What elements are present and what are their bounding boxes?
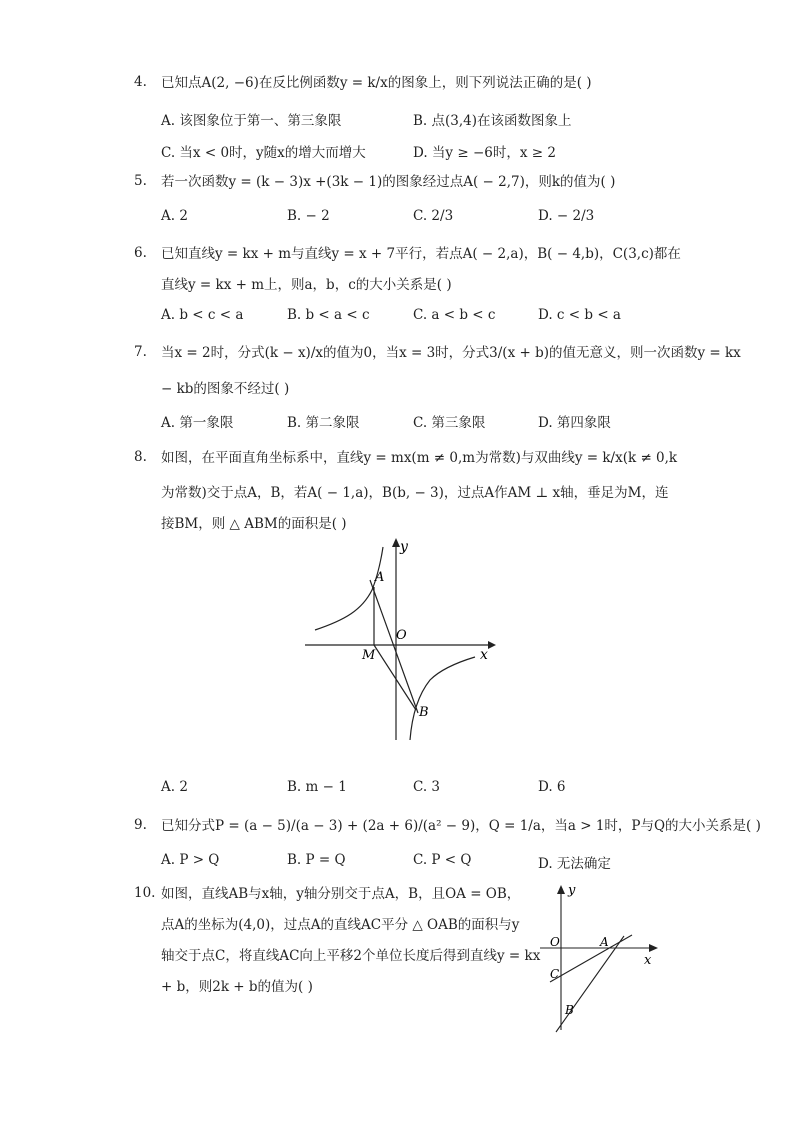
option-d: D. 6 [538,779,566,795]
option-d: D. 第四象限 [538,415,611,431]
option-b: B. m − 1 [287,779,347,795]
question-number: 4. [134,74,147,90]
option-c: C. 当x < 0时，y随x的增大而增大 [161,145,366,161]
label-x: x [644,953,652,968]
option-c: C. P < Q [413,852,472,868]
option-a: A. 该图象位于第一、第三象限 [161,113,342,129]
question-stem: 已知分式P = (a − 5)/(a − 3) + (2a + 6)/(a² − 9)，Q = 1/a，当a > 1时，P与Q的大小关系是( ) [161,818,761,834]
label-a: A [375,570,385,585]
question-stem: 为常数)交于点A，B，若A( − 1,a)，B(b, − 3)，过点A作AM ⊥ x轴，垂足为M，连 [161,485,669,501]
label-y: y [400,539,408,555]
option-b: B. 点(3,4)在该函数图象上 [413,113,572,129]
question-stem: 直线y = kx + m上，则a，b，c的大小关系是( ) [161,277,452,293]
question-stem: 当x = 2时，分式(k − x)/x的值为0，当x = 3时，分式3/(x + b)的值无意义，则一次函数y = kx [161,345,741,361]
question-stem: 接BM，则 △ ABM的面积是( ) [161,516,347,532]
question-number: 5. [134,173,147,189]
label-x: x [480,647,488,663]
label-y: y [568,883,576,898]
figure-hyperbola-line [300,535,500,745]
label-b: B [419,705,429,720]
option-b: B. − 2 [287,208,330,224]
option-d: D. − 2/3 [538,208,595,224]
question-number: 8. [134,449,147,465]
question-number: 9. [134,817,147,833]
label-c: C [550,967,560,981]
question-stem: 轴交于点C，将直线AC向上平移2个单位长度后得到直线y = kx [161,948,541,964]
option-c: C. a < b < c [413,307,496,323]
question-stem: 已知直线y = kx + m与直线y = x + 7平行，若点A( − 2,a)，B( − 4,b)，C(3,c)都在 [161,246,681,262]
figure-lines-ab-ac [532,880,662,1035]
label-a: A [600,935,609,949]
option-b: B. b < a < c [287,307,370,323]
option-a: A. 2 [161,779,188,795]
option-a: A. b < c < a [161,307,244,323]
question-number: 6. [134,245,147,261]
question-stem: 已知点A(2, −6)在反比例函数y = k/x的图象上，则下列说法正确的是( ) [161,75,592,91]
label-o: O [550,935,560,949]
option-a: A. 第一象限 [161,415,234,431]
option-a: A. P > Q [161,852,220,868]
label-b: B [565,1003,574,1017]
option-b: B. P = Q [287,852,346,868]
option-c: C. 3 [413,779,441,795]
option-d: D. 当y ≥ −6时，x ≥ 2 [413,145,556,161]
question-stem: 如图，直线AB与x轴，y轴分别交于点A，B，且OA = OB， [161,886,521,902]
option-d: D. c < b < a [538,307,621,323]
question-number: 7. [134,344,147,360]
question-stem: − kb的图象不经过( ) [161,381,290,397]
label-m: M [362,648,376,663]
option-d: D. 无法确定 [538,856,611,872]
question-stem: 如图，在平面直角坐标系中，直线y = mx(m ≠ 0,m为常数)与双曲线y = k/x(k ≠ 0,k [161,450,678,466]
option-a: A. 2 [161,208,188,224]
label-o: O [396,628,407,643]
option-b: B. 第二象限 [287,415,360,431]
option-c: C. 第三象限 [413,415,486,431]
question-stem: 若一次函数y = (k − 3)x +(3k − 1)的图象经过点A( − 2,7)，则k的值为( ) [161,174,616,190]
question-stem: + b，则2k + b的值为( ) [161,979,313,995]
question-number: 10. [134,885,156,901]
question-stem: 点A的坐标为(4,0)，过点A的直线AC平分 △ OAB的面积与y [161,917,520,933]
option-c: C. 2/3 [413,208,454,224]
